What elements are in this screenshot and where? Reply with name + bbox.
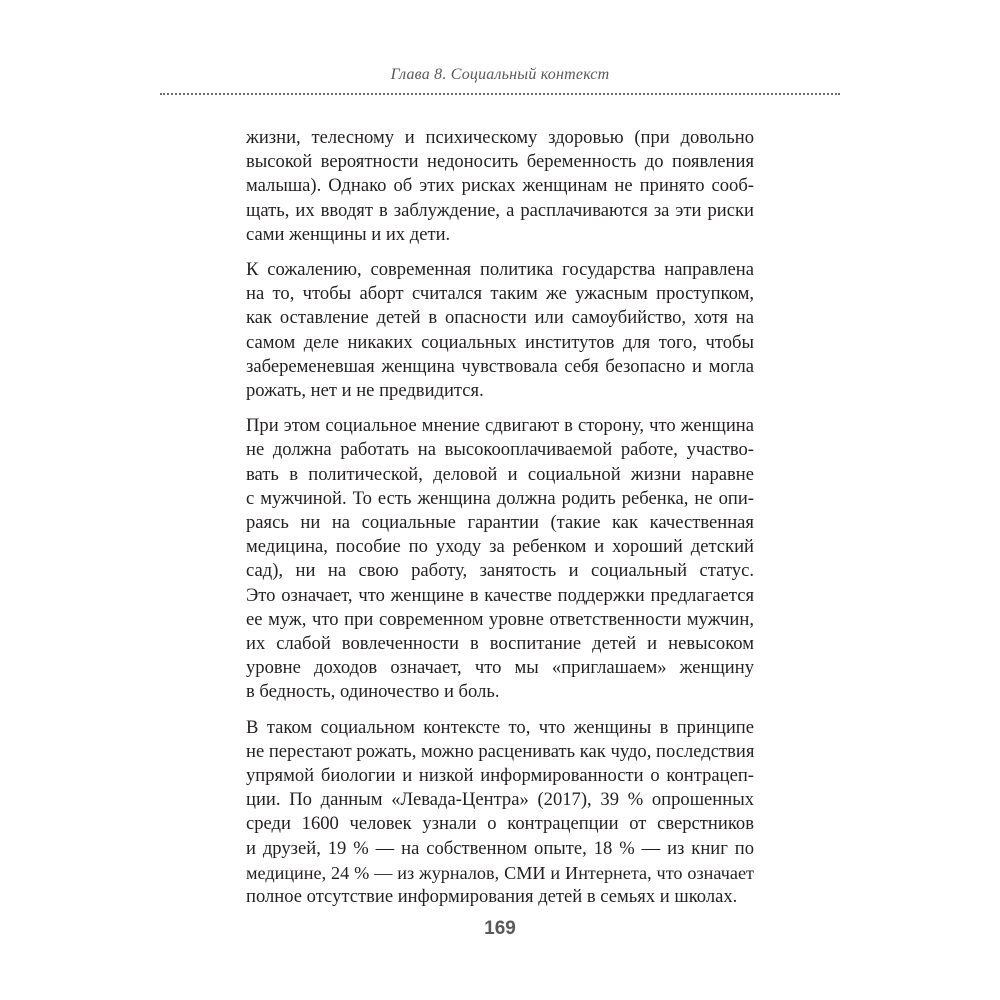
text-line: медицине, 24 % — из журналов, СМИ и Интернета, что означает <box>246 862 754 883</box>
text-line: ции. По данным «Левада-Центра» (2017), 39 % опрошенных <box>246 789 754 811</box>
text-line: медицина, пособие по уходу за ребенком и хороший детский <box>246 536 754 558</box>
paragraph <box>246 258 754 403</box>
text-line: полное отсутствие информирования детей в семьях и школах. <box>246 886 738 908</box>
text-line: как оставление детей в опасности или самоубийство, хотя на <box>246 307 754 329</box>
text-line: Это означает, что женщине в качестве поддержки предлагается <box>246 584 754 606</box>
text-line: на то, чтобы аборт считался таким же ужасным проступком, <box>246 283 754 305</box>
text-line: жизни, телесному и психическому здоровью (при довольно <box>246 127 754 148</box>
text-line: В таком социальном контексте то, что женщины в принципе <box>246 716 754 738</box>
paragraph <box>246 126 754 247</box>
text-line: ее муж, что при современном уровне ответственности мужчин, <box>246 608 754 630</box>
body-text <box>246 126 754 920</box>
text-line: забеременевшая женщина чувствовала себя безопасно и могла <box>246 355 754 377</box>
text-line: вать в политической, деловой и социальной жизни наравне <box>246 463 754 485</box>
text-line: упрямой биологии и низкой информированности о контрацеп- <box>246 765 754 787</box>
text-line: сад), ни на свою работу, занятость и социальный статус. <box>246 560 754 582</box>
text-line: не должна работать на высокооплачиваемой работе, участво- <box>246 439 754 461</box>
text-line: и друзей, 19 % — на собственном опыте, 18 % — из книг по <box>246 837 754 859</box>
text-line: с мужчиной. То есть женщина должна родить ребенка, не опи- <box>246 487 754 509</box>
text-line: При этом социальное мнение сдвигают в сторону, что женщина <box>246 415 754 437</box>
text-line: в бедность, одиночество и боль. <box>246 681 500 703</box>
text-line: сами женщины и их дети. <box>246 223 451 245</box>
text-line: их слабой вовлеченности в воспитание детей и невысоком <box>246 633 754 655</box>
page-number: 169 <box>484 918 516 939</box>
header-dotted-rule <box>160 93 840 95</box>
text-line: высокой вероятности недоносить беременность до появления <box>246 151 754 173</box>
text-line: малыша). Однако об этих рисках женщинам не принято сооб- <box>246 175 754 197</box>
text-line: самом деле никаких социальных институтов для того, чтобы <box>246 331 754 353</box>
paragraph <box>246 414 754 704</box>
text-line: среди 1600 человек узнали о контрацепции от сверстников <box>246 813 754 835</box>
paragraph <box>246 716 754 910</box>
text-line: щать, их вводят в заблуждение, а расплачиваются за эти риски <box>246 199 754 221</box>
text-line: не перестают рожать, можно расценивать как чудо, последствия <box>246 740 755 762</box>
text-line: рожать, нет и не предвидится. <box>246 380 484 402</box>
text-line: К сожалению, современная политика государства направлена <box>246 259 754 281</box>
text-line: уровне доходов означает, что мы «приглашаем» женщину <box>246 657 754 679</box>
running-header: Глава 8. Социальный контекст <box>390 66 610 83</box>
text-line: раясь ни на социальные гарантии (такие как качественная <box>246 512 754 534</box>
